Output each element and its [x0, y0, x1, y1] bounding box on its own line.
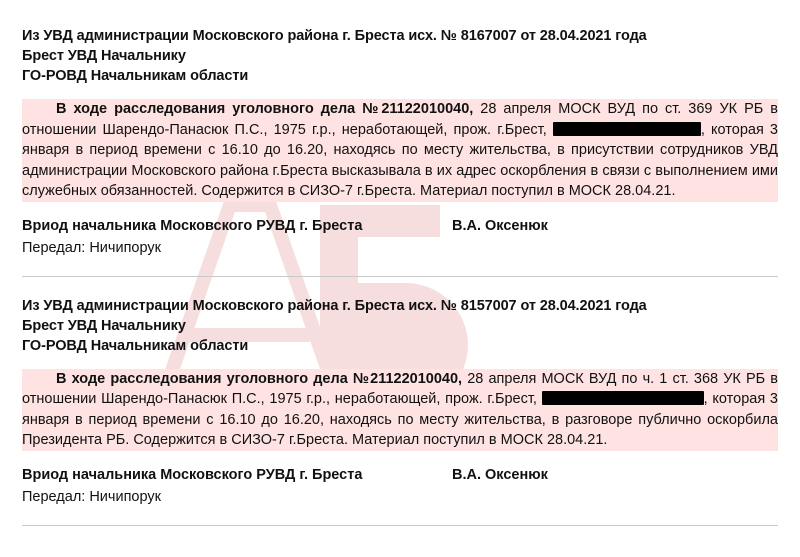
record-1-signature-name: В.А. Оксенюк: [452, 217, 548, 234]
record-1-body: [22, 99, 778, 202]
record-1-text-part-1: 28 апреля МОСК ВУД по ст. 369 УК РБ в отношении Шарендо-Панасюк П.С., 1975 г.р., неработающей, прож. г.Брест,: [22, 101, 778, 138]
record-2-body: [22, 369, 778, 451]
record-1-signature-row: [22, 218, 778, 234]
record-2-signature-name: В.А. Оксенюк: [452, 466, 548, 483]
record-divider: [22, 525, 778, 526]
record-2-header-line-3: ГО-РОВД Начальникам области: [22, 337, 249, 354]
record-1-passed-by: Передал: Ничипорук: [22, 239, 161, 256]
record-2-passed-by: Передал: Ничипорук: [22, 488, 161, 505]
record-2-signature-position: Вриод начальника Московского РУВД г. Бреста: [22, 466, 363, 483]
redacted-block: [553, 122, 701, 136]
record-divider: [22, 276, 778, 277]
record-1-header-line-1: Из УВД администрации Московского района г. Бреста исх. № 8167007 от 28.04.2021 года: [22, 28, 647, 44]
record-2-text-part-1: 28 апреля МОСК ВУД по ч. 1 ст. 368 УК РБ в отношении Шарендо-Панасюк П.С., 1975 г.р., неработающей, прож. г.Брест,: [22, 370, 779, 407]
record-1: [22, 26, 778, 277]
record-1-case-lead: В ходе расследования уголовного дела №21122010040,: [56, 101, 474, 117]
redacted-block: [542, 391, 704, 405]
record-2-text-part-2: , которая 3 января в период времени с 16.10 до 16.20, находяcь по месту жительства, в разговоре публично оскорбила Президента РБ. Содержится в СИЗО-7 г.Бреста. Материал поступил в МОСК 28.04.21.: [22, 391, 778, 448]
record-1-text-part-2: , которая 3 января в период времени с 16.10 до 16.20, находяcь по месту жительства, в присутствии сотрудников УВД администрации Московского района г.Бреста высказывала в их адрес оскорбления в связи с выполнением ими служебных обязанностей. Содержится в СИЗО-7 г.Бреста. Материал поступил в МОСК 28.04.21.: [22, 121, 778, 199]
record-1-signature-position: Вриод начальника Московского РУВД г. Бреста: [22, 217, 363, 234]
record-1-header-line-2: Брест УВД Начальнику: [22, 48, 186, 64]
record-2-case-lead: В ходе расследования уголовного дела №21122010040,: [56, 370, 463, 387]
record-2-header-line-2: Брест УВД Начальнику: [22, 317, 186, 334]
record-2-signature-row: [22, 467, 778, 483]
record-1-header-line-3: ГО-РОВД Начальникам области: [22, 68, 249, 84]
record-2-header-line-1: Из УВД администрации Московского района г. Бреста исх. № 8157007 от 28.04.2021 года: [22, 297, 647, 314]
record-2: [22, 296, 778, 526]
